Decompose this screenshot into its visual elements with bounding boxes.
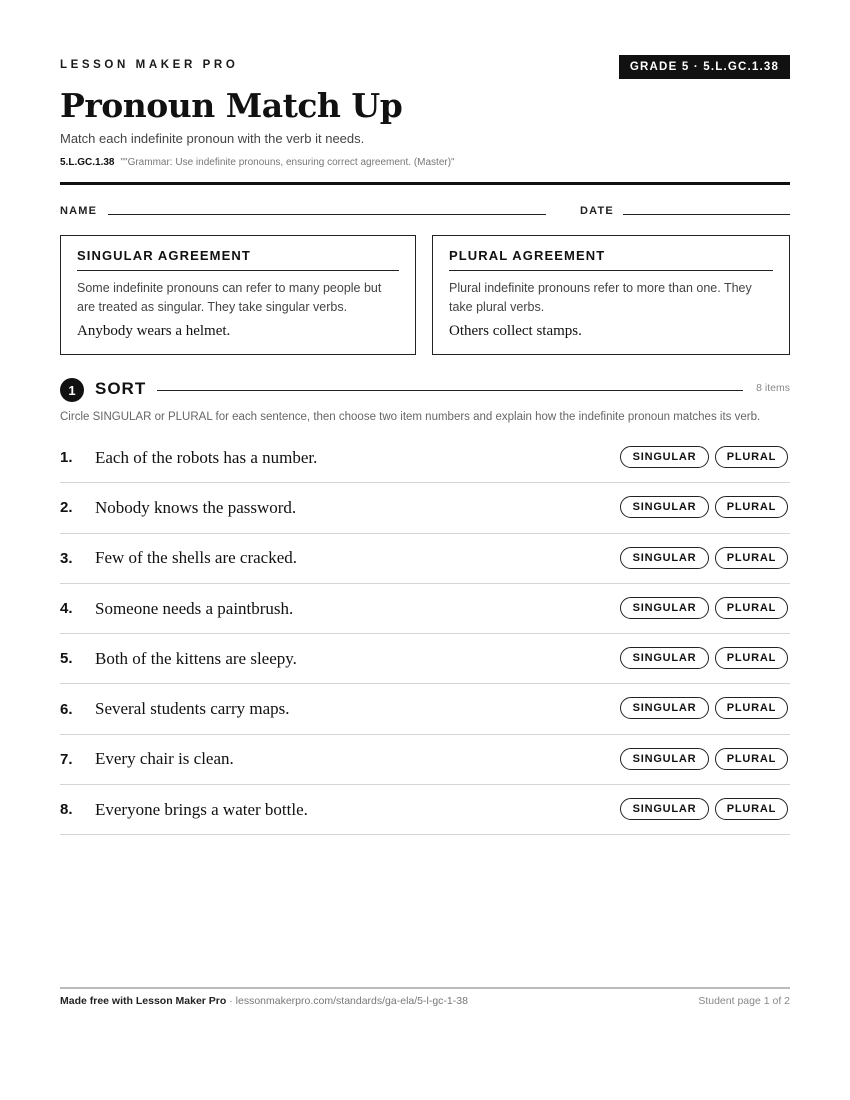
item-number: 4. [60,600,73,618]
list-item [60,785,790,835]
answer-options [620,597,788,619]
item-sentence: Each of the robots has a number. [95,447,318,467]
item-number: 7. [60,750,73,768]
standard-code: 5.L.GC.1.38 [60,157,115,168]
section-number-badge: 1 [60,378,84,402]
singular-option-button[interactable]: SINGULAR [620,748,709,770]
footer-made-with: Made free with Lesson Maker Pro [60,995,227,1007]
item-number: 1. [60,449,73,467]
item-number: 2. [60,499,73,517]
answer-options [620,798,788,820]
answer-options [620,446,788,468]
plural-option-button[interactable]: PLURAL [715,496,788,518]
header-divider [60,182,790,185]
singular-option-button[interactable]: SINGULAR [620,697,709,719]
answer-options [620,496,788,518]
list-item [60,483,790,533]
page-title: Pronoun Match Up [60,86,403,125]
plural-agreement-box [432,235,790,355]
list-item [60,735,790,785]
plural-agreement-title: PLURAL AGREEMENT [449,248,773,271]
plural-option-button[interactable]: PLURAL [715,647,788,669]
item-sentence: Someone needs a paintbrush. [95,598,294,618]
singular-option-button[interactable]: SINGULAR [620,647,709,669]
name-label: NAME [60,205,98,217]
plural-option-button[interactable]: PLURAL [715,748,788,770]
item-sentence: Everyone brings a water bottle. [95,799,308,819]
item-sentence: Every chair is clean. [95,749,234,769]
date-label: DATE [580,205,614,217]
sort-items-list [60,433,790,835]
singular-agreement-box [60,235,416,355]
page-subtitle: Match each indefinite pronoun with the verb it needs. [60,131,365,146]
footer-credit [60,995,468,1007]
plural-option-button[interactable]: PLURAL [715,697,788,719]
item-number: 3. [60,549,73,567]
item-sentence: Few of the shells are cracked. [95,548,298,568]
singular-agreement-text: Some indefinite pronouns can refer to many people but are treated as singular. They take singular verbs. [77,281,382,314]
plural-option-button[interactable]: PLURAL [715,446,788,468]
plural-agreement-text: Plural indefinite pronouns refer to more than one. They take plural verbs. [449,281,752,314]
answer-options [620,748,788,770]
list-item [60,534,790,584]
singular-option-button[interactable]: SINGULAR [620,547,709,569]
grade-badge: GRADE 5 · 5.L.GC.1.38 [619,55,790,79]
list-item [60,684,790,734]
item-sentence: Nobody knows the password. [95,497,297,517]
list-item [60,634,790,684]
footer-divider [60,987,790,989]
singular-agreement-example: Anybody wears a helmet. [77,323,231,339]
item-sentence: Both of the kittens are sleepy. [95,648,297,668]
plural-option-button[interactable]: PLURAL [715,597,788,619]
plural-option-button[interactable]: PLURAL [715,798,788,820]
singular-option-button[interactable]: SINGULAR [620,446,709,468]
item-count: 8 items [756,382,790,394]
list-item [60,433,790,483]
answer-options [620,547,788,569]
section-instructions: Circle SINGULAR or PLURAL for each sentence, then choose two item numbers and explain how the indefinite pronoun matches its verb. [60,411,761,423]
footer-url-link[interactable]: lessonmakerpro.com/standards/ga-ela/5-l-gc-1-38 [235,995,468,1007]
name-field[interactable] [108,214,546,215]
section-divider [157,390,743,391]
standard-description: ""Grammar: Use indefinite pronouns, ensuring correct agreement. (Master)" [120,157,455,168]
singular-option-button[interactable]: SINGULAR [620,798,709,820]
item-number: 8. [60,801,73,819]
answer-options [620,697,788,719]
brand-name: LESSON MAKER PRO [60,59,239,71]
item-sentence: Several students carry maps. [95,699,290,719]
list-item [60,584,790,634]
footer-page-number: Student page 1 of 2 [698,995,790,1007]
plural-option-button[interactable]: PLURAL [715,547,788,569]
answer-options [620,647,788,669]
section-title: SORT [95,379,147,398]
item-number: 6. [60,700,73,718]
item-number: 5. [60,650,73,668]
date-field[interactable] [623,214,790,215]
singular-option-button[interactable]: SINGULAR [620,597,709,619]
standard-line [60,157,455,168]
singular-option-button[interactable]: SINGULAR [620,496,709,518]
plural-agreement-example: Others collect stamps. [449,323,582,339]
singular-agreement-title: SINGULAR AGREEMENT [77,248,399,271]
footer-separator: · [226,995,236,1007]
